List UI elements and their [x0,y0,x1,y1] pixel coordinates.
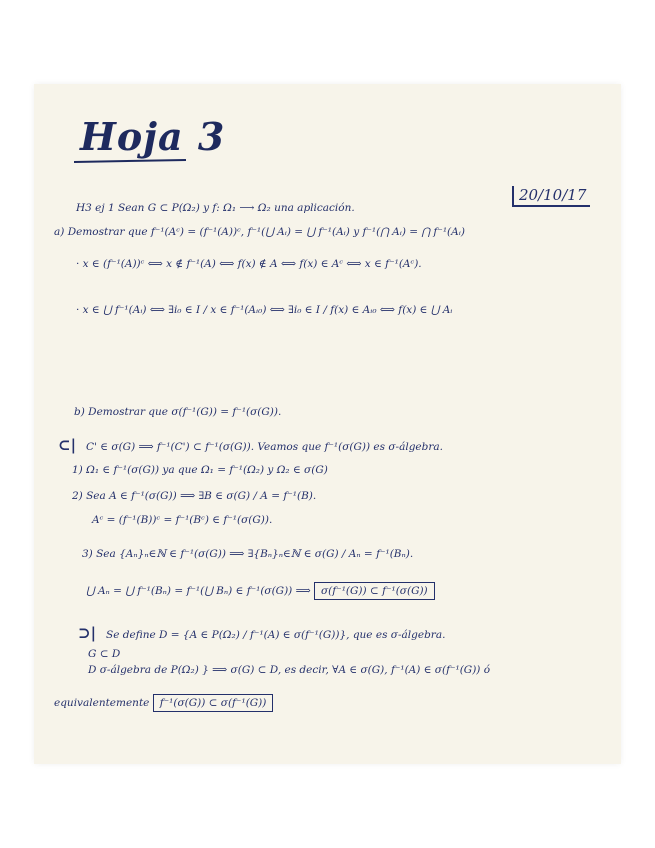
boxed-result-1: σ(f⁻¹(G)) ⊂ f⁻¹(σ(G)) [314,582,435,600]
step-1: 1) Ω₁ ∈ f⁻¹(σ(G)) ya que Ω₁ = f⁻¹(Ω₂) y Ω₂ ∈ σ(G) [72,464,328,476]
g-subset-d: G ⊂ D [88,648,121,660]
equivalently-label: equivalentemente [54,697,150,709]
title-underline [74,159,186,163]
proof-union: · x ∈ ⋃ f⁻¹(Aᵢ) ⟺ ∃i₀ ∈ I / x ∈ f⁻¹(Aᵢ₀) ⟺ ∃i₀ ∈ I / f(x) ∈ Aᵢ₀ ⟺ f(x) ∈ ⋃ Aᵢ [76,304,453,316]
subset-claim: C' ∈ σ(G) ⟹ f⁻¹(C') ⊂ f⁻¹(σ(G)). Veamos que f⁻¹(σ(G)) es σ-álgebra. [86,441,443,453]
subset-marker: ⊂| [58,436,77,454]
part-a-statement: a) Demostrar que f⁻¹(Aᶜ) = (f⁻¹(A))ᶜ, f⁻¹(⋃ Aᵢ) = ⋃ f⁻¹(Aᵢ) y f⁻¹(⋂ Aᵢ) = ⋂ f⁻¹(Aᵢ) [54,226,465,238]
exercise-heading: H3 ej 1 Sean G ⊂ P(Ω₂) y f: Ω₁ ⟶ Ω₂ una aplicación. [76,202,355,214]
d-sigma-algebra: D σ-álgebra de P(Ω₂) } ⟹ σ(G) ⊂ D, es decir, ∀A ∈ σ(G), f⁻¹(A) ∈ σ(f⁻¹(G)) ó [88,664,491,676]
proof-complement: · x ∈ (f⁻¹(A))ᶜ ⟺ x ∉ f⁻¹(A) ⟺ f(x) ∉ A ⟺ f(x) ∈ Aᶜ ⟺ x ∈ f⁻¹(Aᶜ). [76,258,422,270]
step-2: 2) Sea A ∈ f⁻¹(σ(G)) ⟹ ∃B ∈ σ(G) / A = f⁻¹(B). [72,490,317,502]
step-3-union [86,582,435,600]
step-2-complement: Aᶜ = (f⁻¹(B))ᶜ = f⁻¹(Bᶜ) ∈ f⁻¹(σ(G)). [92,514,273,526]
page-title: Hoja 3 [80,114,226,159]
supset-marker: ⊃| [78,624,97,642]
notebook-page [34,84,621,764]
define-d: Se define D = {A ∈ P(Ω₂) / f⁻¹(A) ∈ σ(f⁻¹(G))}, que es σ-álgebra. [106,629,446,641]
inclusion-subset-line [58,436,443,454]
boxed-result-2: f⁻¹(σ(G)) ⊂ σ(f⁻¹(G)) [153,694,274,712]
inclusion-supset-line [78,624,445,642]
part-b-statement: b) Demostrar que σ(f⁻¹(G)) = f⁻¹(σ(G)). [74,406,282,418]
conclusion-line [54,694,273,712]
union-chain: ⋃ Aₙ = ⋃ f⁻¹(Bₙ) = f⁻¹(⋃ Bₙ) ∈ f⁻¹(σ(G)) ⟹ [86,585,311,597]
step-3: 3) Sea {Aₙ}ₙ∈ℕ ∈ f⁻¹(σ(G)) ⟹ ∃{Bₙ}ₙ∈ℕ ∈ σ(G) / Aₙ = f⁻¹(Bₙ). [82,548,414,560]
date-stamp: 20/10/17 [512,186,590,207]
